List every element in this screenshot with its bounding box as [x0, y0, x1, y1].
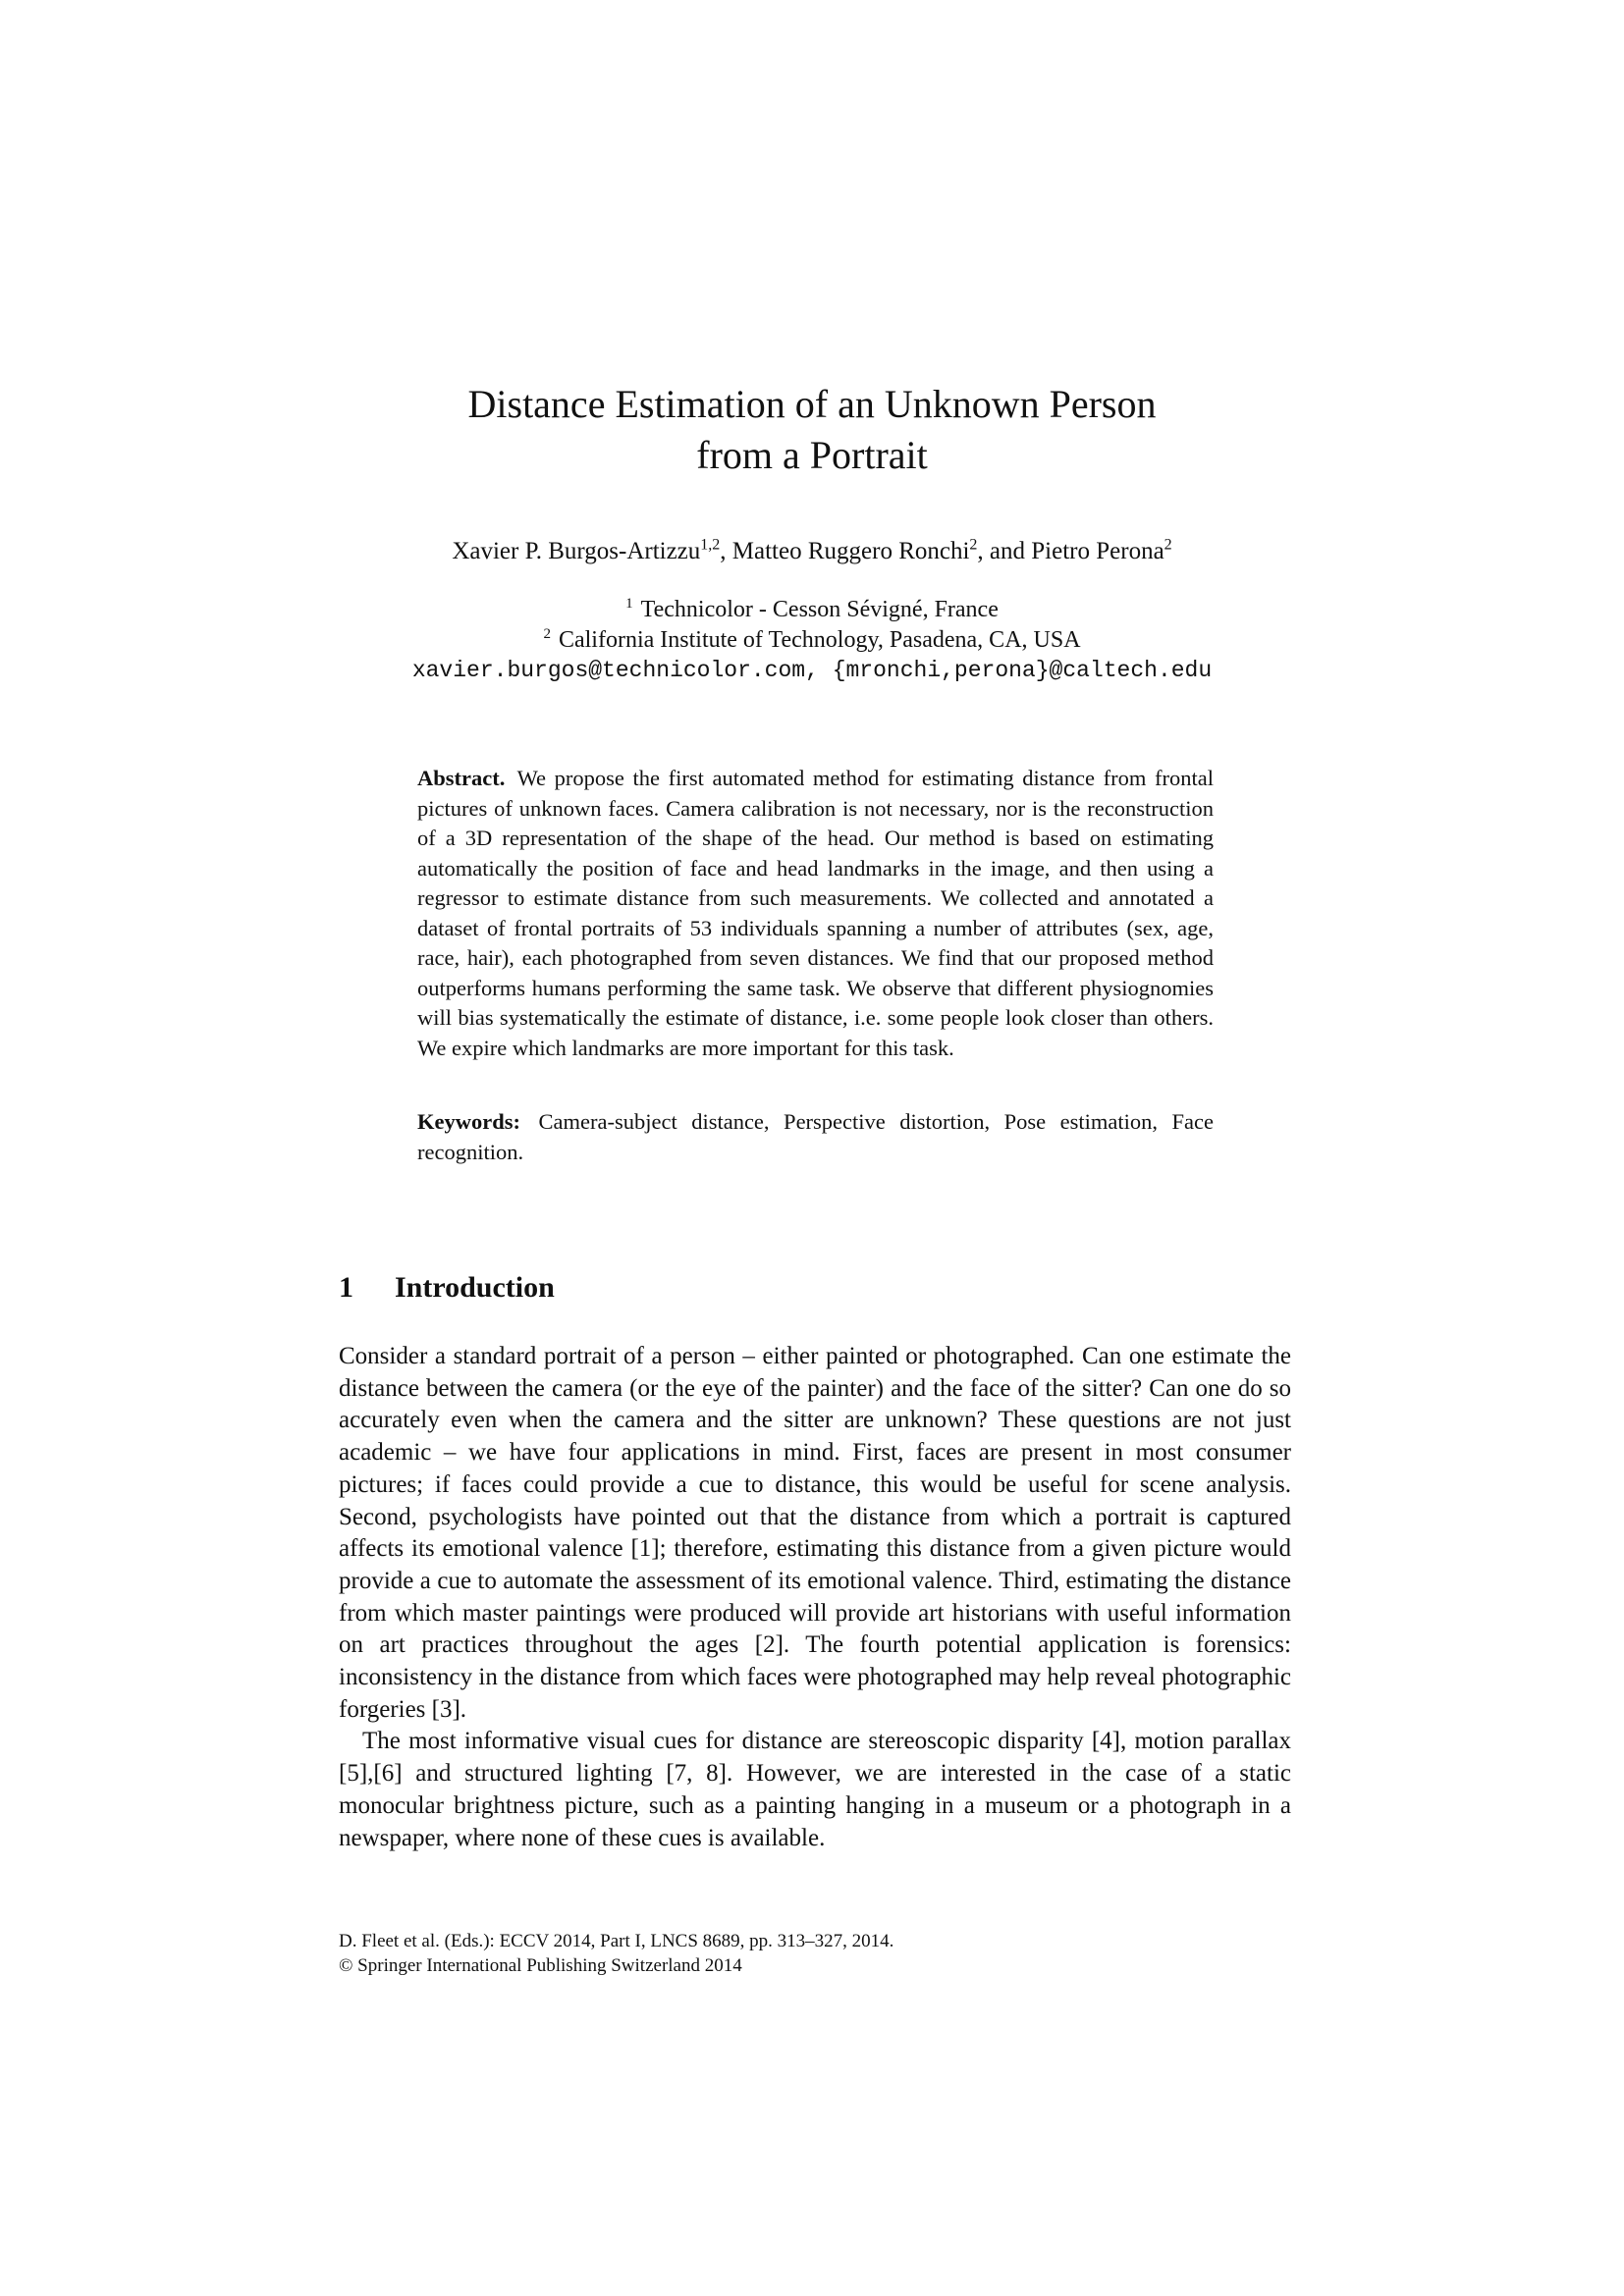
affil-mark: 1	[625, 596, 633, 612]
affil-text: Technicolor - Cesson Sévigné, France	[640, 597, 999, 622]
affiliation-2	[0, 625, 1624, 656]
footer-copyright: © Springer International Publishing Switzerland 2014	[339, 1955, 742, 1976]
section-title: Introduction	[395, 1271, 555, 1304]
abstract-text: We propose the first automated method for estimating distance from frontal pictures of unknown faces. Camera calibration is not necessary, nor is the reconstruction of a 3D representation of the shape of the head. Our method is based on estimating automatically the position of face and head landmarks in the image, and then using a regressor to estimate distance from such measurements. We collected and annotated a dataset of frontal portraits of 53 individuals spanning a number of attributes (sex, age, race, hair), each photographed from seven distances. We find that our proposed method outperforms humans performing the same task. We observe that different physiognomies will bias systematically the estimate of distance, i.e. some people look closer than others. We expire which landmarks are more important for this task.	[417, 766, 1214, 1060]
keywords-label: Keywords:	[417, 1109, 520, 1134]
author-affil-mark: 1,2	[700, 536, 721, 554]
author-name: Matteo Ruggero Ronchi	[731, 538, 970, 564]
paper-title	[0, 379, 1624, 481]
paragraph: Consider a standard portrait of a person – either painted or photographed. Can one estimate the distance between the camera (or the eye of the painter) and the face of the sitter? Can one do so accurately even when the camera and the sitter are unknown? These questions are not just academic – we have four applications in mind. First, faces are present in most consumer pictures; if faces could provide a cue to distance, this would be useful for scene analysis. Second, psychologists have pointed out that the distance from which a portrait is captured affects its emotional valence [1]; therefore, estimating this distance from a given picture would provide a cue to automate the assessment of its emotional valence. Third, estimating the distance from which master paintings were produced will provide art historians with useful information on art practices throughout the ages [2]. The fourth potential application is forensics: inconsistency in the distance from which faces were photographed may help reveal photographic forgeries [3].	[339, 1343, 1291, 1723]
title-line-1: Distance Estimation of an Unknown Person	[467, 382, 1157, 426]
author-affil-mark: 2	[1164, 536, 1172, 554]
affil-mark: 2	[543, 626, 551, 642]
author-name: Pietro Perona	[1031, 538, 1164, 564]
affil-text: California Institute of Technology, Pasadena, CA, USA	[558, 627, 1081, 653]
footer-citation: D. Fleet et al. (Eds.): ECCV 2014, Part I, LNCS 8689, pp. 313–327, 2014.	[339, 1931, 894, 1951]
author-affil-mark: 2	[969, 536, 978, 554]
author-emails: xavier.burgos@technicolor.com, {mronchi,perona}@caltech.edu	[411, 658, 1213, 683]
affiliations	[0, 595, 1624, 686]
section-number: 1	[339, 1271, 353, 1304]
affiliation-1	[0, 595, 1624, 625]
body-text	[339, 1341, 1291, 1854]
author-list	[0, 536, 1624, 567]
abstract	[417, 764, 1214, 1063]
abstract-label: Abstract.	[417, 766, 506, 790]
keywords	[417, 1107, 1214, 1167]
section-heading	[339, 1271, 555, 1305]
keywords-text: Camera-subject distance, Perspective distortion, Pose estimation, Face recognition.	[417, 1109, 1215, 1164]
author-separator: ,	[720, 538, 732, 564]
publication-footer	[339, 1929, 893, 1978]
title-line-2: from a Portrait	[696, 433, 928, 477]
paragraph: The most informative visual cues for distance are stereoscopic disparity [4], motion parallax [5],[6] and structured lighting [7, 8]. However, we are interested in the case of a static monocular brightness picture, such as a painting hanging in a museum or a photograph in a newspaper, where none of these cues is available.	[339, 1728, 1291, 1851]
author-separator: , and	[977, 538, 1032, 564]
author-name: Xavier P. Burgos-Artizzu	[452, 538, 701, 564]
